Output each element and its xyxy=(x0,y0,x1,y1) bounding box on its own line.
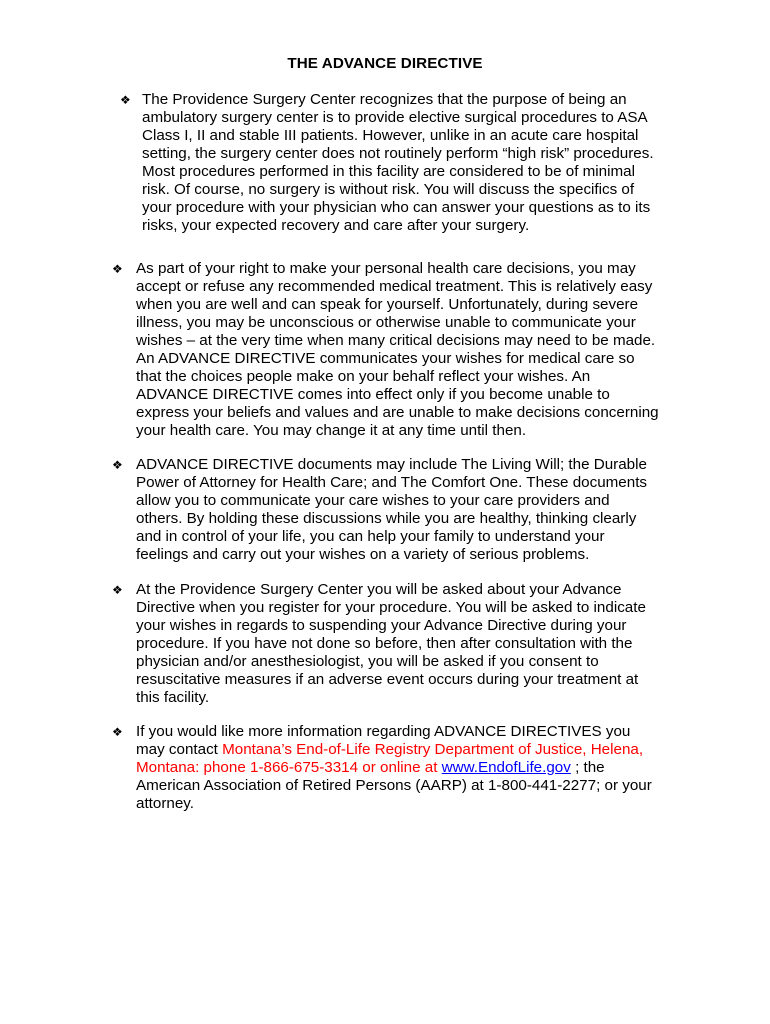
registry-contact-text: Montana’s End-of-Life Registry Department of Justice, Helena, Montana: phone 1-866-675-3314 or online at xyxy=(136,741,644,776)
paragraph-text xyxy=(136,723,716,813)
diamond-bullet-icon: ❖ xyxy=(112,583,123,597)
bullet-paragraph-purpose xyxy=(120,91,702,235)
diamond-bullet-icon: ❖ xyxy=(112,262,123,276)
bullet-paragraph-rights xyxy=(112,260,716,440)
document-title: THE ADVANCE DIRECTIVE xyxy=(287,55,483,72)
more-info-outro: ; the American Association of Retired Persons (AARP) at 1-800-441-2277; or your attorney. xyxy=(136,759,652,812)
diamond-bullet-icon: ❖ xyxy=(120,93,131,107)
paragraph-text: At the Providence Surgery Center you will be asked about your Advance Directive when you register for your procedure. You will be asked to indicate your wishes in regards to suspending your Advance Directive during your procedure. If you have not done so before, then after consultation with the physician and/or anesthesiologist, you will be asked if you consent to resuscitative measures if an adverse event occurs during your treatment at this facility. xyxy=(136,581,646,706)
bullet-paragraph-registration xyxy=(112,581,716,707)
diamond-bullet-icon: ❖ xyxy=(112,458,123,472)
endoflife-link[interactable]: www.EndofLife.gov xyxy=(441,759,571,776)
bullet-paragraph-more-info xyxy=(112,723,716,813)
more-info-intro: If you would like more information regarding ADVANCE DIRECTIVES you may contact xyxy=(136,723,631,758)
bullet-paragraph-documents xyxy=(112,456,716,564)
diamond-bullet-icon: ❖ xyxy=(112,725,123,739)
paragraph-text: The Providence Surgery Center recognizes that the purpose of being an ambulatory surgery center is to provide elective surgical procedures to ASA Class I, II and stable III patients. However, unlike in an acute care hospital setting, the surgery center does not routinely perform “high risk” procedures. Most procedures performed in this facility are considered to be of minimal risk. Of course, no surgery is without risk. You will discuss the specifics of your procedure with your physician who can answer your questions as to its risks, your expected recovery and care after your surgery. xyxy=(142,91,654,234)
paragraph-text: ADVANCE DIRECTIVE documents may include The Living Will; the Durable Power of Attorney for Health Care; and The Comfort One. These documents allow you to communicate your care wishes to your care providers and others. By holding these discussions while you are healthy, thinking clearly and in control of your life, you can help your family to understand your feelings and carry out your wishes on a variety of serious problems. xyxy=(136,456,648,563)
paragraph-text: As part of your right to make your personal health care decisions, you may accept or refuse any recommended medical treatment. This is relatively easy when you are well and can speak for yourself. Unfortunately, during severe illness, you may be unconscious or otherwise unable to communicate your wishes – at the very time when many critical decisions may need to be made. An ADVANCE DIRECTIVE communicates your wishes for medical care so that the choices people make on your behalf reflect your wishes. An ADVANCE DIRECTIVE comes into effect only if you become unable to express your beliefs and values and are unable to make decisions concerning your health care. You may change it at any time until then. xyxy=(136,260,659,439)
